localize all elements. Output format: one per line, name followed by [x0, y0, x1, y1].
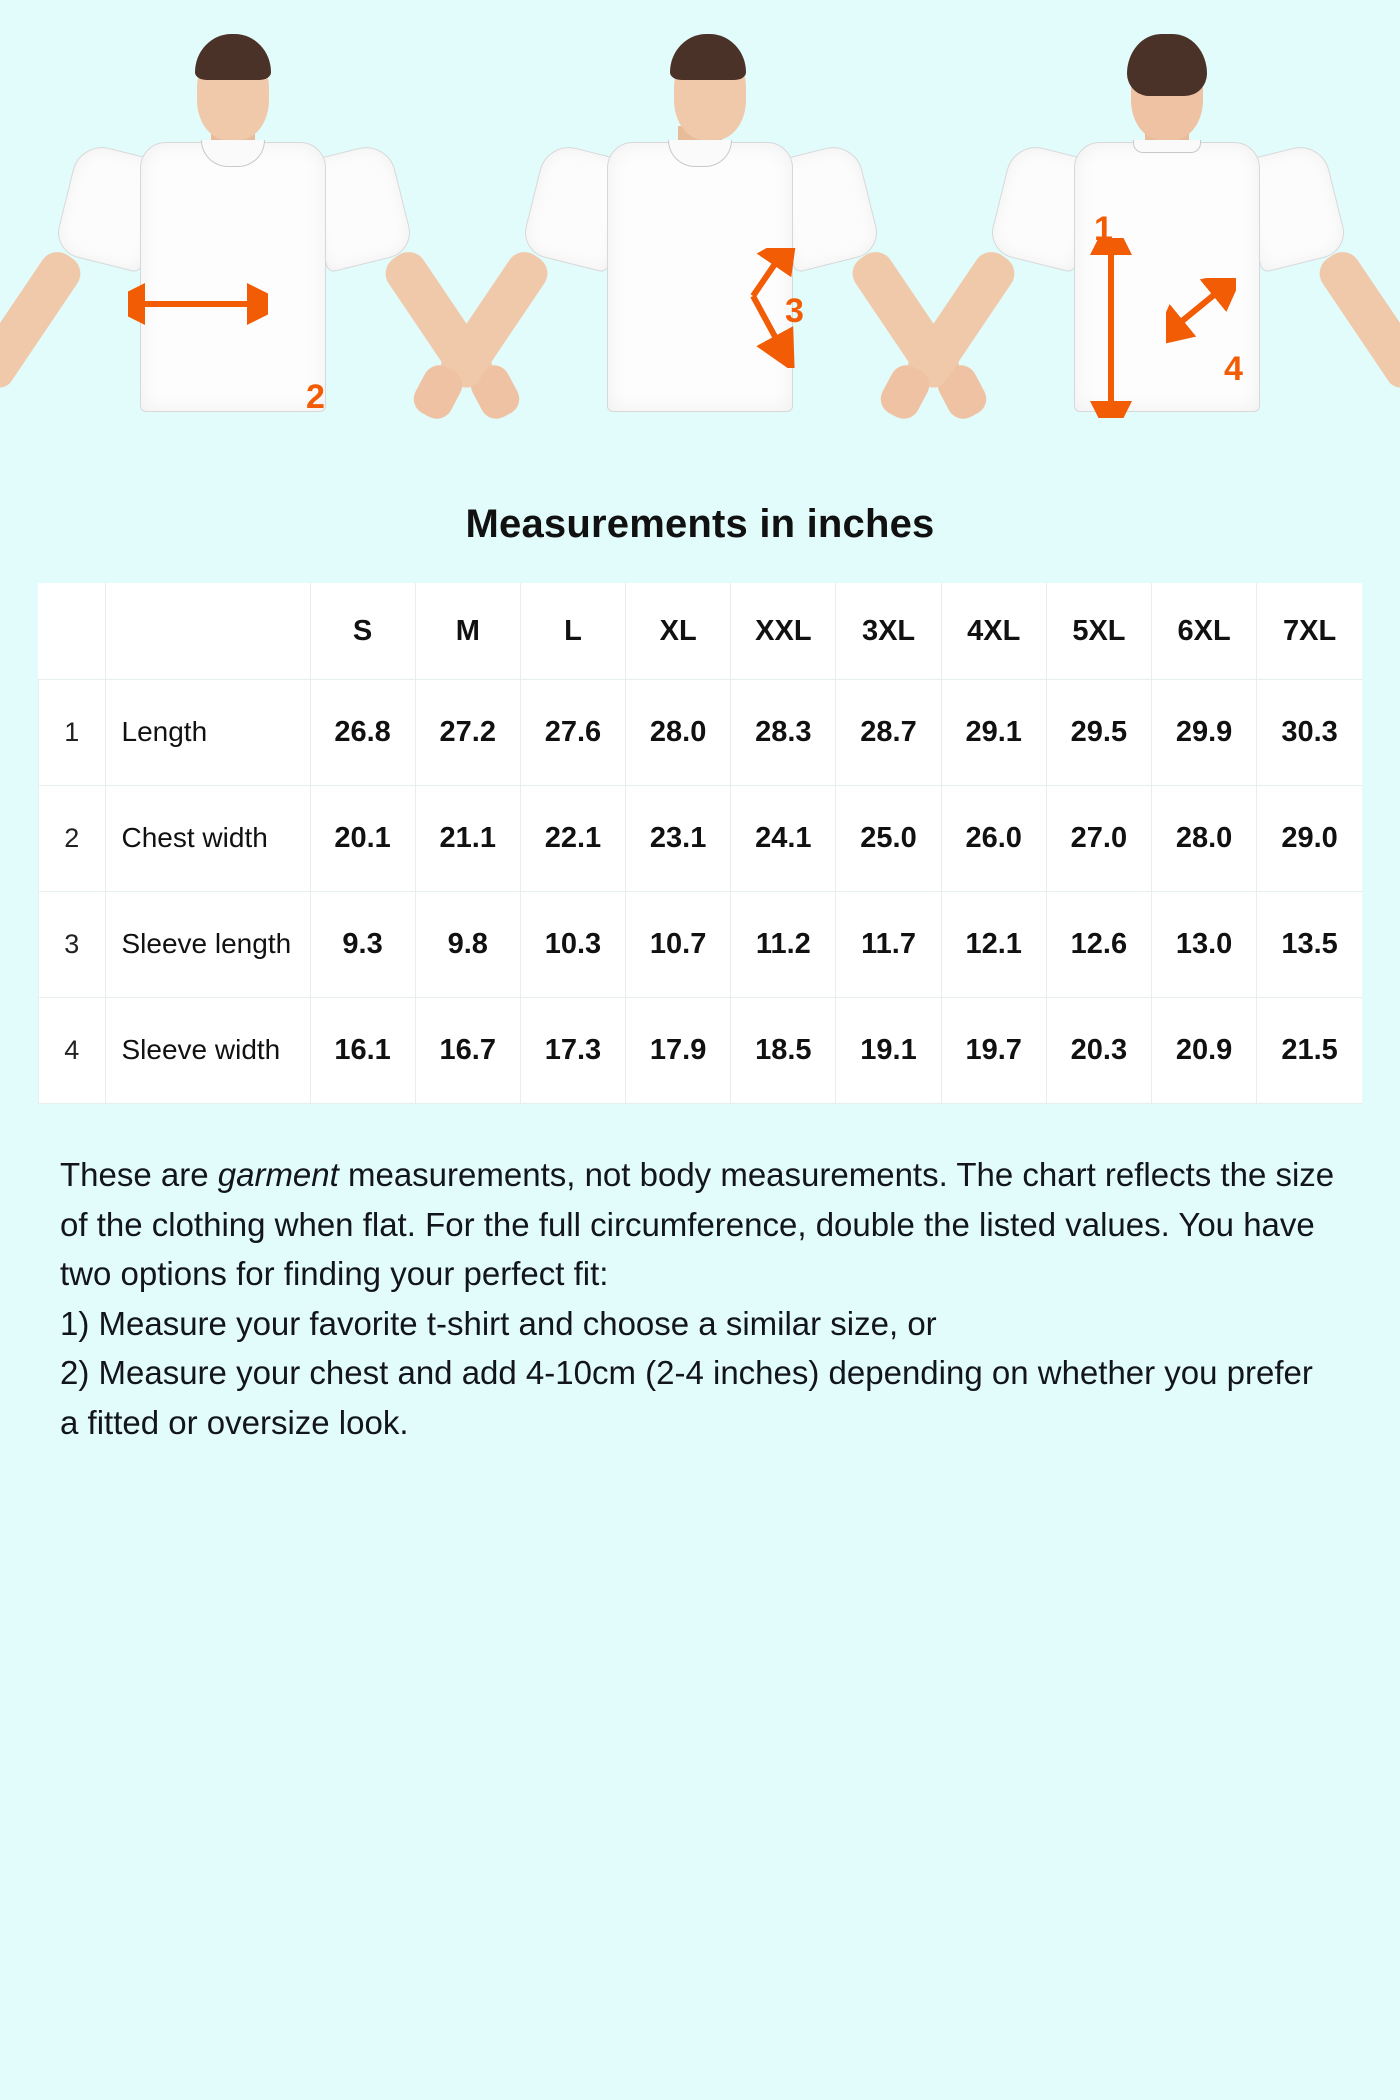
mannequin-back [937, 30, 1397, 430]
cell-value: 25.0 [836, 786, 941, 892]
cell-value: 10.3 [520, 892, 625, 998]
cell-value: 17.3 [520, 998, 625, 1104]
cell-value: 29.9 [1152, 680, 1257, 786]
header-size-l: L [520, 583, 625, 680]
table-row [39, 786, 1363, 892]
cell-value: 11.2 [731, 892, 836, 998]
cell-value: 28.0 [626, 680, 731, 786]
header-size-m: M [415, 583, 520, 680]
cell-value: 10.7 [626, 892, 731, 998]
table-header-row [39, 583, 1363, 680]
cell-value: 27.0 [1046, 786, 1151, 892]
cell-value: 20.3 [1046, 998, 1151, 1104]
tshirt-body [140, 142, 326, 412]
header-size-xxl: XXL [731, 583, 836, 680]
cell-value: 9.8 [415, 892, 520, 998]
length-arrow-icon [1089, 238, 1133, 418]
header-size-3xl: 3XL [836, 583, 941, 680]
cell-value: 20.1 [310, 786, 415, 892]
cell-value: 23.1 [626, 786, 731, 892]
note-emphasis: garment [217, 1156, 339, 1193]
row-index: 1 [39, 680, 106, 786]
cell-value: 12.6 [1046, 892, 1151, 998]
size-table [38, 583, 1362, 1104]
cell-value: 27.6 [520, 680, 625, 786]
cell-value: 16.1 [310, 998, 415, 1104]
arm-right [1313, 245, 1400, 393]
cell-value: 13.5 [1257, 892, 1362, 998]
row-index: 4 [39, 998, 106, 1104]
cell-value: 19.7 [941, 998, 1046, 1104]
table-row [39, 680, 1363, 786]
note-paragraph-2: 1) Measure your favorite t-shirt and choose a similar size, or [60, 1304, 937, 1342]
cell-value: 30.3 [1257, 680, 1362, 786]
header-size-6xl: 6XL [1152, 583, 1257, 680]
row-label: Sleeve width [105, 998, 310, 1104]
cell-value: 24.1 [731, 786, 836, 892]
header-size-7xl: 7XL [1257, 583, 1362, 680]
cell-value: 17.9 [626, 998, 731, 1104]
cell-value: 18.5 [731, 998, 836, 1104]
cell-value: 29.1 [941, 680, 1046, 786]
figure-back-view [934, 10, 1400, 430]
annotation-number-4: 4 [1224, 350, 1243, 388]
cell-value: 9.3 [310, 892, 415, 998]
annotation-number-1: 1 [1094, 210, 1113, 248]
cell-value: 12.1 [941, 892, 1046, 998]
note-paragraph-1 [60, 1150, 1340, 1299]
mannequin-side [470, 30, 930, 430]
cell-value: 11.7 [836, 892, 941, 998]
row-label: Chest width [105, 786, 310, 892]
cell-value: 16.7 [415, 998, 520, 1104]
cell-value: 22.1 [520, 786, 625, 892]
header-size-4xl: 4XL [941, 583, 1046, 680]
cell-value: 26.0 [941, 786, 1046, 892]
header-size-s: S [310, 583, 415, 680]
figure-front-view [0, 10, 466, 430]
mannequin-front [3, 30, 463, 430]
row-label: Length [105, 680, 310, 786]
cell-value: 19.1 [836, 998, 941, 1104]
cell-value: 29.0 [1257, 786, 1362, 892]
sleeve-width-arrow-icon [1166, 278, 1236, 348]
figure-side-view [467, 10, 933, 430]
hair [1127, 34, 1207, 96]
arm-left [0, 245, 87, 393]
row-index: 2 [39, 786, 106, 892]
cell-value: 29.5 [1046, 680, 1151, 786]
table-row [39, 998, 1363, 1104]
cell-value: 20.9 [1152, 998, 1257, 1104]
cell-value: 28.3 [731, 680, 836, 786]
page-title: Measurements in inches [465, 502, 935, 546]
chest-width-arrow-icon [128, 280, 268, 328]
row-index: 3 [39, 892, 106, 998]
collar [1133, 140, 1201, 153]
notes-section [60, 1150, 1340, 1447]
size-table-wrapper [38, 583, 1362, 1104]
cell-value: 26.8 [310, 680, 415, 786]
note-text-a: These are [60, 1156, 218, 1193]
cell-value: 28.7 [836, 680, 941, 786]
header-size-xl: XL [626, 583, 731, 680]
row-label: Sleeve length [105, 892, 310, 998]
cell-value: 21.1 [415, 786, 520, 892]
note-paragraph-3: 2) Measure your chest and add 4-10cm (2-4 inches) depending on whether you prefer a fitted or oversize look. [60, 1354, 1313, 1441]
cell-value: 27.2 [415, 680, 520, 786]
hair [195, 34, 271, 80]
table-row [39, 892, 1363, 998]
note-text-b: measurements, not body measurements. The chart reflects the size of the clothing when flat. For the full circumference, double the listed values. You have two options for finding your perfect fit: [60, 1156, 1335, 1292]
hair [670, 34, 746, 80]
cell-value: 21.5 [1257, 998, 1362, 1104]
illustration-row [0, 0, 1400, 430]
cell-value: 13.0 [1152, 892, 1257, 998]
sleeve-length-arrow-icon [737, 248, 817, 368]
cell-value: 28.0 [1152, 786, 1257, 892]
header-corner-index [39, 583, 106, 680]
annotation-number-2: 2 [306, 378, 325, 416]
header-size-5xl: 5XL [1046, 583, 1151, 680]
header-corner-label [105, 583, 310, 680]
annotation-number-3: 3 [785, 292, 804, 330]
